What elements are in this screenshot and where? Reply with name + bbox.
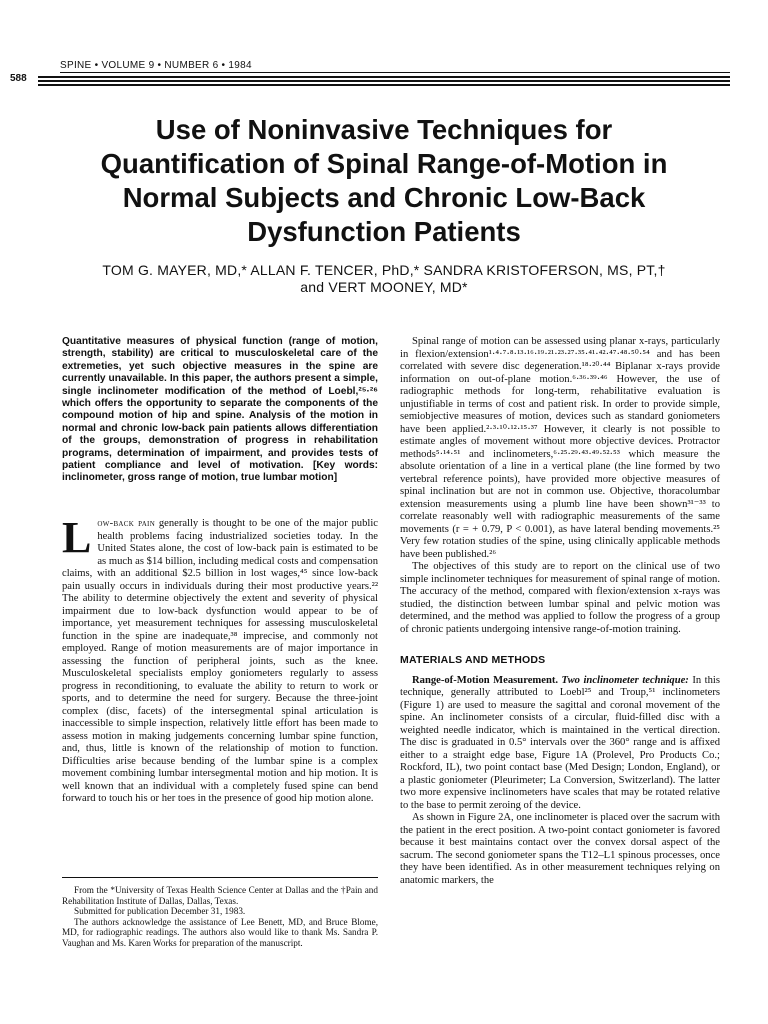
footnote-rule (62, 877, 378, 878)
subsection-technique: Two inclinometer technique: (561, 674, 689, 686)
footnote-acknowledgment: The authors acknowledge the assistance of Lee Benett, MD, and Bruce Blome, MD, for radiographic readings. The authors also would like to thank Ms. Sandra P. Vaughan and Ms. Karen Works for preparation of the manuscript. (62, 916, 378, 948)
subsection-heading: Range-of-Motion Measurement. (412, 674, 559, 686)
header-rule-thick-1 (38, 76, 730, 78)
title-line-4: Dysfunction Patients (247, 216, 521, 247)
authors-line-1: TOM G. MAYER, MD,* ALLAN F. TENCER, PhD,* SANDRA KRISTOFERSON, MS, PT,† (102, 262, 666, 278)
running-head: SPINE • VOLUME 9 • NUMBER 6 • 1984 (60, 60, 252, 71)
intro-block (62, 513, 378, 806)
intro-paragraph (62, 513, 378, 806)
body-paragraph-1: Spinal range of motion can be assessed using planar x-rays, particularly in flexion/extension¹·⁴·⁷·⁸·¹³·¹⁶·¹⁹·²¹·²³·²⁷·³⁵·⁴¹·⁴²·⁴⁷·⁴⁸·⁵⁰·⁵⁴ and has been correlated with severe disc degeneration.¹⁸·²⁰·⁴⁴ Biplanar x-rays provide information on out-of-plane motion.⁶·³⁶·³⁹·⁴⁶ However, the use of radiographic methods for long-term, rehabilitative evaluation is unjustifiable in terms of cost and patient risk. In order to provide simple, semiobjective measures of motion, devices such as standard goniometers have been applied.²·³·¹⁰·¹²·¹⁵·³⁷ However, it clearly is not possible to estimate angles of movement without more objective devices. Protractor methods⁵·¹⁴·⁵¹ and inclinometers,⁶·²⁵·²⁹·⁴³·⁴⁹·⁵²·⁵³ which measure the absolute orientation of a line in a vertical plane (the line formed by two vertebral reference points), have provided more objective measures of spinal inclination but are not in common use. Objective, thoracolumbar extension measurements using a plumb line have been shown³¹⁻³³ to correlate reasonably well with radiographic measurements of the same movements (r = + 0.79, P < 0.001), as have lateral bending movements.²⁵ Very few rotation studies of the spine, using clinically applicable methods have been published.²⁶ (400, 336, 720, 560)
body-paragraph-3-text: In this technique, generally attributed to Loebl²⁵ and Troup,⁵¹ inclinometers (Figure 1) are used to measure the sagittal and coronal movement of the spine. An inclinometer consists of a circular, fluid-filled disc with a weighted needle indicator, which is maintained in the vertical direction. The disc is graduated in 0.5° intervals over the 360° range and is affixed either to a straight edge base, Figure 1A (Prolevel, Pro Products Co.; Rockford, IL), two point contact base (Med Design; London, England), or a plastic goniometer (Pleurimeter; La Conversion, Switzerland). The latter two more expensive inclinometers have scales that may be rotated relative to the base to permit zeroing of the device. (400, 674, 720, 811)
drop-cap: L (62, 513, 92, 562)
header-rule-thick-3 (38, 84, 730, 86)
author-list (40, 262, 728, 296)
title-line-1: Use of Noninvasive Techniques for (155, 114, 613, 145)
footnotes (62, 885, 378, 949)
footnote-affiliation: From the *University of Texas Health Science Center at Dallas and the †Pain and Rehabilitation Institute of Dallas, Dallas, Texas. (62, 885, 378, 906)
body-paragraph-3 (400, 675, 720, 813)
article-title (40, 113, 728, 249)
authors-line-2: and VERT MOONEY, MD* (300, 279, 468, 295)
header-rule-thin (60, 72, 730, 73)
footnote-submitted: Submitted for publication December 31, 1983. (74, 906, 246, 917)
right-column (400, 336, 720, 887)
header-rule-thick-2 (38, 80, 730, 82)
left-column (62, 336, 378, 485)
intro-text: generally is thought to be one of the major public health problems facing industrialized societies today. In the United States alone, the cost of low-back pain is estimated to be as much as $14 billion, including medical costs and compensation claims, with an additional $2.5 billion in lost wages,⁴⁵ since low-back pain usually occurs in individuals during their most productive years.²² The ability to determine objectively the extent and severity of physical impairment due to low-back dysfunction would appear to be of importance, yet measurement techniques for assessing musculoskeletal function in the spine are inadequate,³⁸ imprecise, and commonly not employed. Range of motion measurements are of major importance in assessing the function of peripheral joints, such as the knee. Musculoskeletal specialists employ goniometers regularly to assess progress in reconditioning, to evaluate the ability to return to work or sports, and to determine the need for surgery. Because the three-joint complex (disc, facets) of the intersegmental spinal articulation is inaccessible to simple inspection, relatively little effort has been made to assess motion in making judgements concerning lumbar spine function, and, thus, little is known of the relationship of motion to function. Difficulties arise because bending of the lumbar spine is a complex movement combining lumbar intersegmental motion and hip motion. It is well known that an individual with a completely fused spine can bend forward to touch his or her toes in the presence of good hip motion alone. (62, 518, 378, 804)
intro-smallcaps: ow-back pain (97, 518, 156, 529)
page-number: 588 (10, 73, 27, 84)
title-line-3: Normal Subjects and Chronic Low-Back (122, 182, 646, 213)
section-heading: MATERIALS AND METHODS (400, 654, 546, 666)
title-line-2: Quantification of Spinal Range-of-Motion in (100, 148, 668, 179)
body-paragraph-4: As shown in Figure 2A, one inclinometer is placed over the sacrum with the patient in the erect position. A two-point contact goniometer is favored because it best maintains contact over the convex dorsal aspect of the sacrum. The second goniometer spans the T12–L1 spinous processes, once they have been identified. As in other measurement techniques relying on anatomic markers, the (400, 812, 720, 886)
body-paragraph-2: The objectives of this study are to report on the clinical use of two simple inclinometer techniques for measurement of spinal range of motion. The accuracy of the method, compared with flexion/extension x-rays was studied, the distinction between lumbar spinal and pelvic motion was determined, and the method was applied to follow the progress of a group of chronic patients undergoing intensive range-of-motion training. (400, 561, 720, 635)
abstract: Quantitative measures of physical function (range of motion, strength, stability) are critical to musculoskeletal care of the extremeties, yet such objective measures in the spine are currently unavailable. In this paper, the authors present a simple, single inclinometer modification of the method of Loebl,²⁵·²⁶ which offers the opportunity to separate the components of the compound motion of hip and spine. Analysis of the motion in normal and chronic low-back pain patients allows differentiation of the groups, demonstration of progress in rehabilitation programs, determination of impairment, and provides tests of patient compliance and level of motivation. [Key words: inclinometer, gross range of motion, true lumbar motion] (62, 336, 378, 484)
